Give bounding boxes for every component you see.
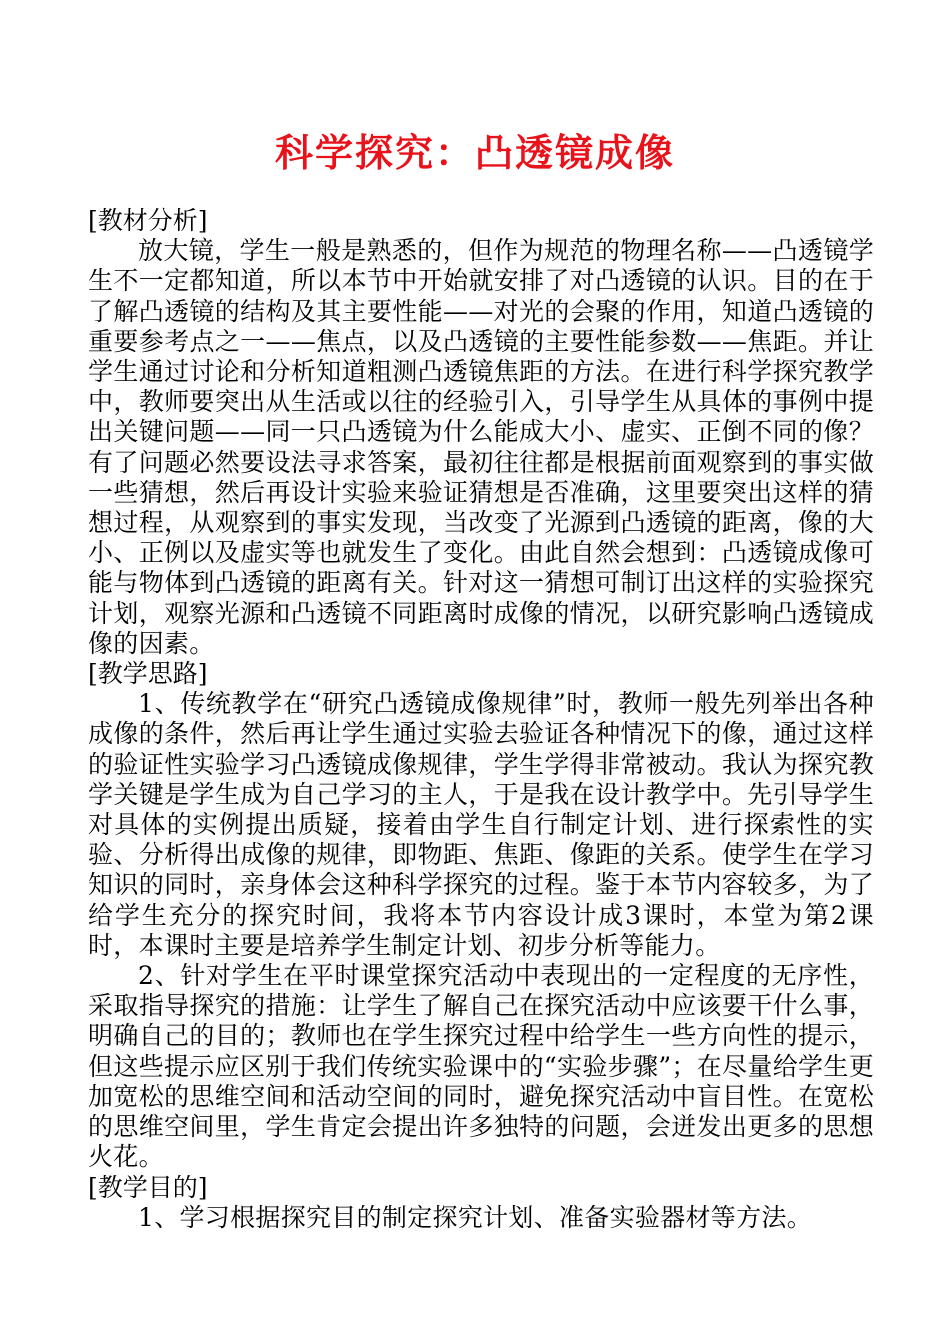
document-body bbox=[88, 206, 874, 1233]
section-textbook-analysis bbox=[88, 206, 874, 659]
section-heading: [教学思路] bbox=[88, 659, 208, 689]
document-title: 科学探究：凸透镜成像 bbox=[274, 130, 675, 175]
section-teaching-objectives bbox=[88, 1173, 874, 1233]
section-heading: [教材分析] bbox=[88, 206, 208, 235]
section-heading: [教学目的] bbox=[88, 1172, 208, 1202]
paragraph: 2、针对学生在平时课堂探究活动中表现出的一定程度的无序性，采取指导探究的措施：让学生了解自己在探究活动中应该要干什么事，明确自己的目的；教师也在学生探究过程中给学生一些方向性的提示，但这些提示应区别于我们传统实验课中的“实验步骤”；在尽量给学生更加宽松的思维空间和活动空间的同时，避免探究活动中盲目性。在宽松的思维空间里，学生肯定会提出许多独特的问题，会迸发出更多的思想火花。 bbox=[88, 961, 874, 1172]
section-teaching-approach bbox=[88, 659, 874, 1172]
paragraph: 1、传统教学在“研究凸透镜成像规律”时，教师一般先列举出各种成像的条件，然后再让学生通过实验去验证各种情况下的像，通过这样的验证性实验学习凸透镜成像规律，学生学得非常被动。我认为探究教学关键是学生成为自己学习的主人，于是我在设计教学中。先引导学生对具体的实例提出质疑，接着由学生自行制定计划、进行探索性的实验、分析得出成像的规律，即物距、焦距、像距的关系。使学生在学习知识的同时，亲身体会这种科学探究的过程。鉴于本节内容较多，为了给学生充分的探究时间，我将本节内容设计成3课时，本堂为第2课时，本课时主要是培养学生制定计划、初步分析等能力。 bbox=[88, 689, 874, 960]
paragraph: 1、学习根据探究目的制定探究计划、准备实验器材等方法。 bbox=[138, 1202, 813, 1232]
paragraph: 放大镜，学生一般是熟悉的，但作为规范的物理名称——凸透镜学生不一定都知道，所以本节中开始就安排了对凸透镜的认识。目的在于了解凸透镜的结构及其主要性能——对光的会聚的作用，知道凸透镜的重要参考点之一——焦点，以及凸透镜的主要性能参数——焦距。并让学生通过讨论和分析知道粗测凸透镜焦距的方法。在进行科学探究教学中，教师要突出从生活或以往的经验引入，引导学生从具体的事例中提出关键问题——同一只凸透镜为什么能成大小、虚实、正倒不同的像？有了问题必然要设法寻求答案，最初往往都是根据前面观察到的事实做一些猜想，然后再设计实验来验证猜想是否准确，这里要突出这样的猜想过程，从观察到的事实发现，当改变了光源到凸透镜的距离，像的大小、正例以及虚实等也就发生了变化。由此自然会想到：凸透镜成像可能与物体到凸透镜的距离有关。针对这一猜想可制订出这样的实验探究计划，观察光源和凸透镜不同距离时成像的情况，以研究影响凸透镜成像的因素。 bbox=[88, 236, 874, 658]
